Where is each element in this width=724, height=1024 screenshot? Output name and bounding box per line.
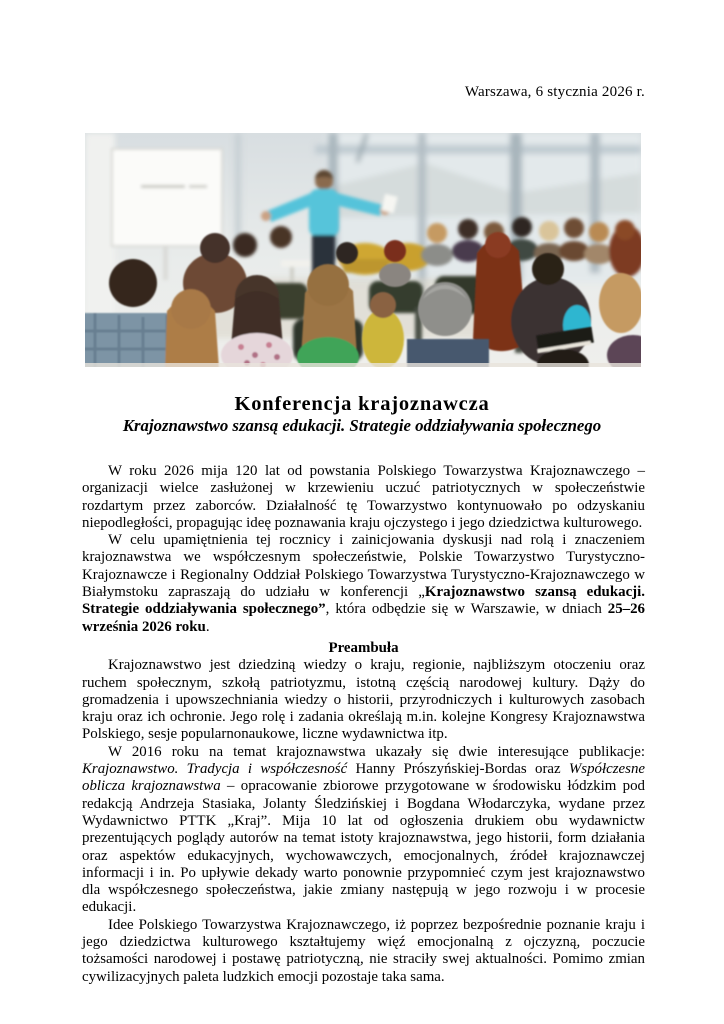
text-run: Współczesne oblicza krajoznawstwa bbox=[82, 761, 645, 795]
document-subtitle: Krajoznawstwo szansą edukacji. Strategie oddziaływania społecznego bbox=[122, 416, 602, 435]
photo-bottom-edge bbox=[85, 363, 641, 367]
conference-audience-photo bbox=[85, 133, 641, 367]
text-run: Krajoznawstwo. Tradycja i współczesność bbox=[82, 761, 348, 778]
paragraph bbox=[82, 532, 645, 636]
paragraph bbox=[82, 463, 645, 532]
text-run: 25–26 września 2026 roku bbox=[82, 601, 645, 635]
paragraph bbox=[82, 657, 645, 743]
text-run: W 2016 roku na temat krajoznawstwa ukazały się dwie interesujące publikacje: bbox=[108, 743, 645, 760]
date-line: Warszawa, 6 stycznia 2026 r. bbox=[464, 84, 645, 100]
document-title: Konferencja krajoznawcza bbox=[234, 393, 490, 415]
text-run: Idee Polskiego Towarzystwa Krajoznawczego, iż poprzez bezpośrednie poznanie kraju i jego dziedzictwa kulturowego kształtujemy więź emocjonalną z ojczyzną, poczucie tożsamości narodowej i postawę patriotyczną, nie straciły swej aktualności. Pomimo zmian cywilizacyjnych paleta ludzkich emocji pozostaje taka sama. bbox=[82, 916, 645, 985]
paragraph bbox=[82, 917, 645, 986]
text-run: – opracowanie zbiorowe przygotowane w środowisku łódzkim pod redakcją Andrzeja Stasiaka, Jolanty Śledzińskiej i Bogdana Włodarczyka, wydane przez Wydawnictwo PTTK „Kraj”. Mija 10 lat od ogłoszenia drukiem obu wydawnictw prezentujących poglądy autorów na temat istoty krajoznawstwa, jego historii, form działania oraz aspektów edukacyjnych, wychowawczych, emocjonalnych, źródeł krajoznawczej informacji i in. Po upływie dekady warto ponownie przypomnieć czym jest krajoznawstwo dla współczesnego społeczeństwa, jakie zmiany następują w jego rozwoju i w procesie edukacji. bbox=[82, 778, 645, 916]
title-block bbox=[62, 393, 662, 435]
paragraph bbox=[82, 744, 645, 917]
text-run: W celu upamiętnienia tej rocznicy i zainicjowania dyskusji nad rolą i znaczeniem krajoznawstwa we współczesnym społeczeństwie, Polskie Towarzystwo Turystyczno-Krajoznawcze i Regionalny Oddział Polskiego Towarzystwa Turystyczno-Krajoznawczego w Białymstoku zapraszają do udziału w konferencji „ bbox=[82, 532, 645, 601]
conference-photo-illustration bbox=[85, 133, 641, 367]
section-heading bbox=[82, 640, 645, 657]
text-run: . bbox=[205, 618, 210, 635]
text-run: Krajoznawstwo jest dziedziną wiedzy o kraju, regionie, najbliższym otoczeniu oraz ruchem społecznym, szkołą patriotyzmu, istotną częścią narodowej kultury. Dąży do gromadzenia i upowszechniania wiedzy o historii, przyrodniczych i kulturowych zasobach kraju oraz ich ochronie. Jego rolę i zadania określają m.in. kolejne Kongresy Krajoznawstwa Polskiego, sesje popularnonaukowe, liczne wydawnictwa itp. bbox=[82, 657, 645, 743]
text-run: W roku 2026 mija 120 lat od powstania Polskiego Towarzystwa Krajoznawczego – organizacji wielce zasłużonej w krzewieniu uczuć patriotycznych w społeczeństwie rozdartym przez zaborców. Działalność tę Towarzystwo kontynuowało po odzyskaniu niepodległości, propagując ideę poznawania kraju ojczystego i jego dziedzictwa kulturowego. bbox=[82, 463, 645, 531]
text-run: Hanny Prószyńskiej-Bordas oraz bbox=[347, 761, 569, 778]
text-run: , która odbędzie się w Warszawie, w dniach bbox=[325, 601, 608, 618]
document-body bbox=[82, 463, 645, 986]
text-run: Preambuła bbox=[328, 639, 399, 656]
text-run: Krajoznawstwo szansą edukacji. Strategie oddziaływania społecznego” bbox=[82, 584, 645, 618]
